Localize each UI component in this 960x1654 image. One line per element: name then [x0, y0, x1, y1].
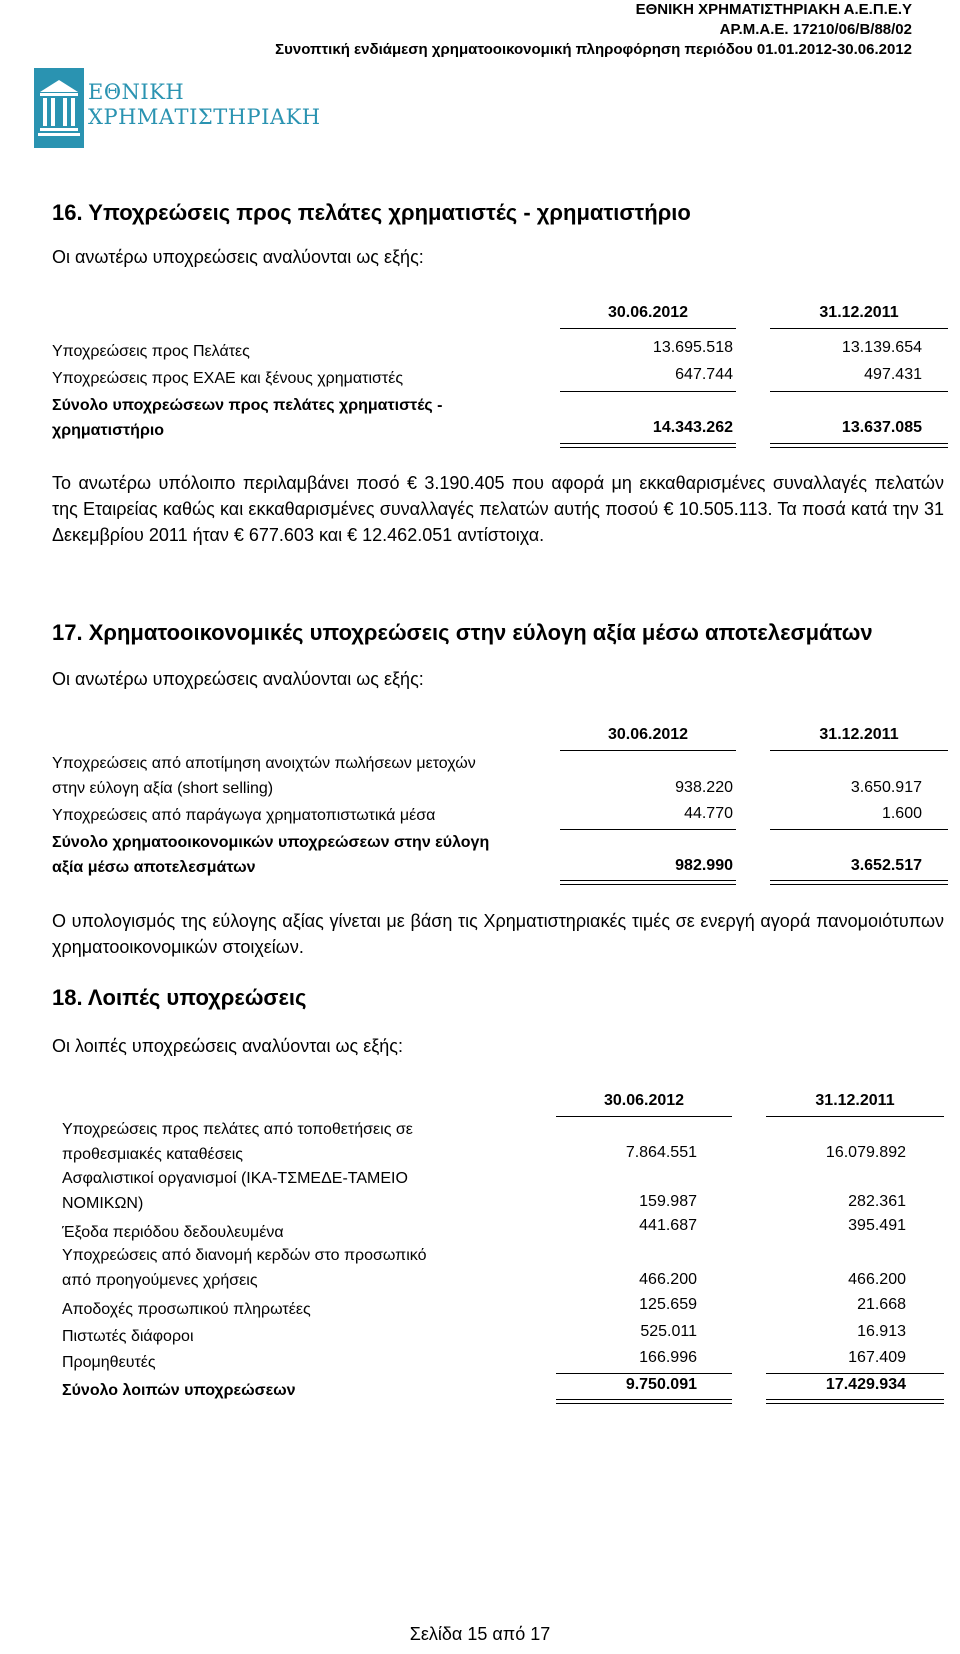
total-value: 17.429.934: [825, 1376, 906, 1393]
total-double-line: [770, 443, 948, 448]
logo-emblem-icon: [34, 68, 84, 148]
section-16-intro: Οι ανωτέρω υποχρεώσεις αναλύονται ως εξής:: [52, 247, 424, 267]
table-row-label: Πιστωτές διάφοροι: [62, 1328, 194, 1345]
section-17-intro: Οι ανωτέρω υποχρεώσεις αναλύονται ως εξής:: [52, 669, 424, 689]
table-cell-value: 497.431: [864, 366, 922, 383]
total-value: 3.652.517: [850, 857, 922, 874]
total-row-label: Σύνολο χρηματοοικονομικών υποχρεώσεων στην εύλογη αξία μέσω αποτελεσμάτων: [52, 834, 490, 876]
subtotal-line: [556, 1373, 732, 1374]
table-cell-value: 466.200: [639, 1271, 697, 1288]
table-cell-value: 16.913: [857, 1323, 906, 1340]
table-cell-value: 21.668: [857, 1296, 906, 1313]
table-cell-value: 938.220: [675, 779, 733, 796]
table-cell-value: 7.864.551: [625, 1144, 697, 1161]
subtotal-line: [766, 1373, 944, 1374]
table-cell-value: 13.695.518: [652, 339, 733, 356]
registration-number: ΑΡ.Μ.Α.Ε. 17210/06/Β/88/02: [719, 21, 912, 38]
table-row-label: Έξοδα περιόδου δεδουλευμένα: [62, 1224, 284, 1241]
table-cell-value: 16.079.892: [825, 1144, 906, 1161]
column-header-2011: 31.12.2011: [815, 1092, 895, 1109]
table-cell-value: 441.687: [639, 1217, 697, 1234]
header-underline: [770, 328, 948, 329]
table-cell-value: 395.491: [848, 1217, 906, 1234]
table-cell-value: 44.770: [684, 805, 733, 822]
column-header-2011: 31.12.2011: [819, 304, 899, 321]
table-row-label: Αποδοχές προσωπικού πληρωτέες: [62, 1301, 311, 1318]
column-header-2012: 30.06.2012: [607, 304, 689, 321]
total-double-line: [770, 880, 948, 885]
page-header: [275, 0, 912, 60]
section-17-title: 17. Χρηματοοικονομικές υποχρεώσεις στην εύλογη αξία μέσω αποτελεσμάτων: [52, 620, 873, 645]
table-cell-value: 166.996: [639, 1349, 697, 1366]
table-cell-value: 466.200: [848, 1271, 906, 1288]
section-18-intro: Οι λοιπές υποχρεώσεις αναλύονται ως εξής:: [52, 1036, 403, 1056]
header-underline: [556, 1116, 732, 1117]
total-double-line: [560, 443, 736, 448]
table-cell-value: 282.361: [848, 1193, 906, 1210]
header-underline: [560, 750, 736, 751]
table-cell-value: 525.011: [640, 1323, 697, 1340]
total-row-label: Σύνολο λοιπών υποχρεώσεων: [62, 1382, 296, 1399]
subtotal-line: [560, 829, 736, 830]
column-header-2011: 31.12.2011: [819, 726, 899, 743]
page-number: Σελίδα 15 από 17: [409, 1624, 551, 1644]
subtotal-line: [770, 829, 948, 830]
header-underline: [766, 1116, 944, 1117]
section-17-note: Ο υπολογισμός της εύλογης αξίας γίνεται με βάση τις Χρηματιστηριακές τιμές σε ενεργή αγορά πανομοιότυπων χρηματοοικονομικών στοιχείων.: [52, 911, 944, 957]
table-cell-value: 13.139.654: [841, 339, 922, 356]
total-value: 13.637.085: [841, 419, 922, 436]
section-16-title: 16. Υποχρεώσεις προς πελάτες χρηματιστές - χρηματιστήριο: [52, 200, 691, 225]
table-row-label: Υποχρεώσεις από αποτίμηση ανοιχτών πωλήσεων μετοχών στην εύλογη αξία (short selling): [52, 755, 476, 797]
total-value: 982.990: [675, 857, 733, 874]
total-double-line: [556, 1399, 732, 1404]
table-cell-value: 125.659: [639, 1296, 697, 1313]
company-logo: [34, 68, 321, 148]
total-value: 9.750.091: [625, 1376, 697, 1393]
table-row-label: Ασφαλιστικοί οργανισμοί (ΙΚΑ-ΤΣΜΕΔΕ-ΤΑΜΕΙΟ ΝΟΜΙΚΩΝ): [62, 1170, 408, 1212]
table-cell-value: 167.409: [848, 1349, 906, 1366]
table-cell-value: 1.600: [881, 805, 922, 822]
table-row-label: Προμηθευτές: [62, 1354, 156, 1371]
section-18-title: 18. Λοιπές υποχρεώσεις: [52, 985, 307, 1010]
column-header-2012: 30.06.2012: [607, 726, 689, 743]
total-row-label: Σύνολο υποχρεώσεων προς πελάτες χρηματιστές - χρηματιστήριο: [52, 397, 443, 439]
header-underline: [560, 328, 736, 329]
subtotal-line: [770, 391, 948, 392]
total-double-line: [766, 1399, 944, 1404]
table-row-label: Υποχρεώσεις προς ΕΧΑΕ και ξένους χρηματιστές: [52, 370, 404, 387]
section-16-note: Το ανωτέρω υπόλοιπο περιλαμβάνει ποσό € 3.190.405 που αφορά μη εκκαθαρισμένες συναλλαγές πελατών της Εταιρείας καθώς και εκκαθαρισμένες συναλλαγές πελατών αυτής ποσού € 10.505.113. Τα ποσά κατά την 31 Δεκεμβρίου 2011 ήταν € 677.603 και € 12.462.051 αντίστοιχα.: [52, 473, 944, 545]
table-cell-value: 647.744: [675, 366, 733, 383]
subtotal-line: [560, 391, 736, 392]
total-value: 14.343.262: [652, 419, 733, 436]
table-row-label: Υποχρεώσεις προς πελάτες από τοποθετήσεις σε προθεσμιακές καταθέσεις: [62, 1121, 413, 1163]
table-row-label: Υποχρεώσεις από παράγωγα χρηματοπιστωτικά μέσα: [52, 807, 436, 824]
header-underline: [770, 750, 948, 751]
column-header-2012: 30.06.2012: [603, 1092, 685, 1109]
company-name: ΕΘΝΙΚΗ ΧΡΗΜΑΤΙΣΤΗΡΙΑΚΗ Α.Ε.Π.Ε.Υ: [635, 1, 912, 18]
table-cell-value: 159.987: [639, 1193, 697, 1210]
report-period: Συνοπτική ενδιάμεση χρηματοοικονομική πληροφόρηση περιόδου 01.01.2012-30.06.2012: [275, 41, 912, 58]
table-row-label: Υποχρεώσεις προς Πελάτες: [52, 343, 250, 360]
logo-text: ΕΘΝΙΚΗ ΧΡΗΜΑΤΙΣΤΗΡΙΑΚΗ: [88, 80, 321, 129]
table-cell-value: 3.650.917: [850, 779, 922, 796]
total-double-line: [560, 880, 736, 885]
table-row-label: Υποχρεώσεις από διανομή κερδών στο προσωπικό από προηγούμενες χρήσεις: [62, 1247, 427, 1289]
